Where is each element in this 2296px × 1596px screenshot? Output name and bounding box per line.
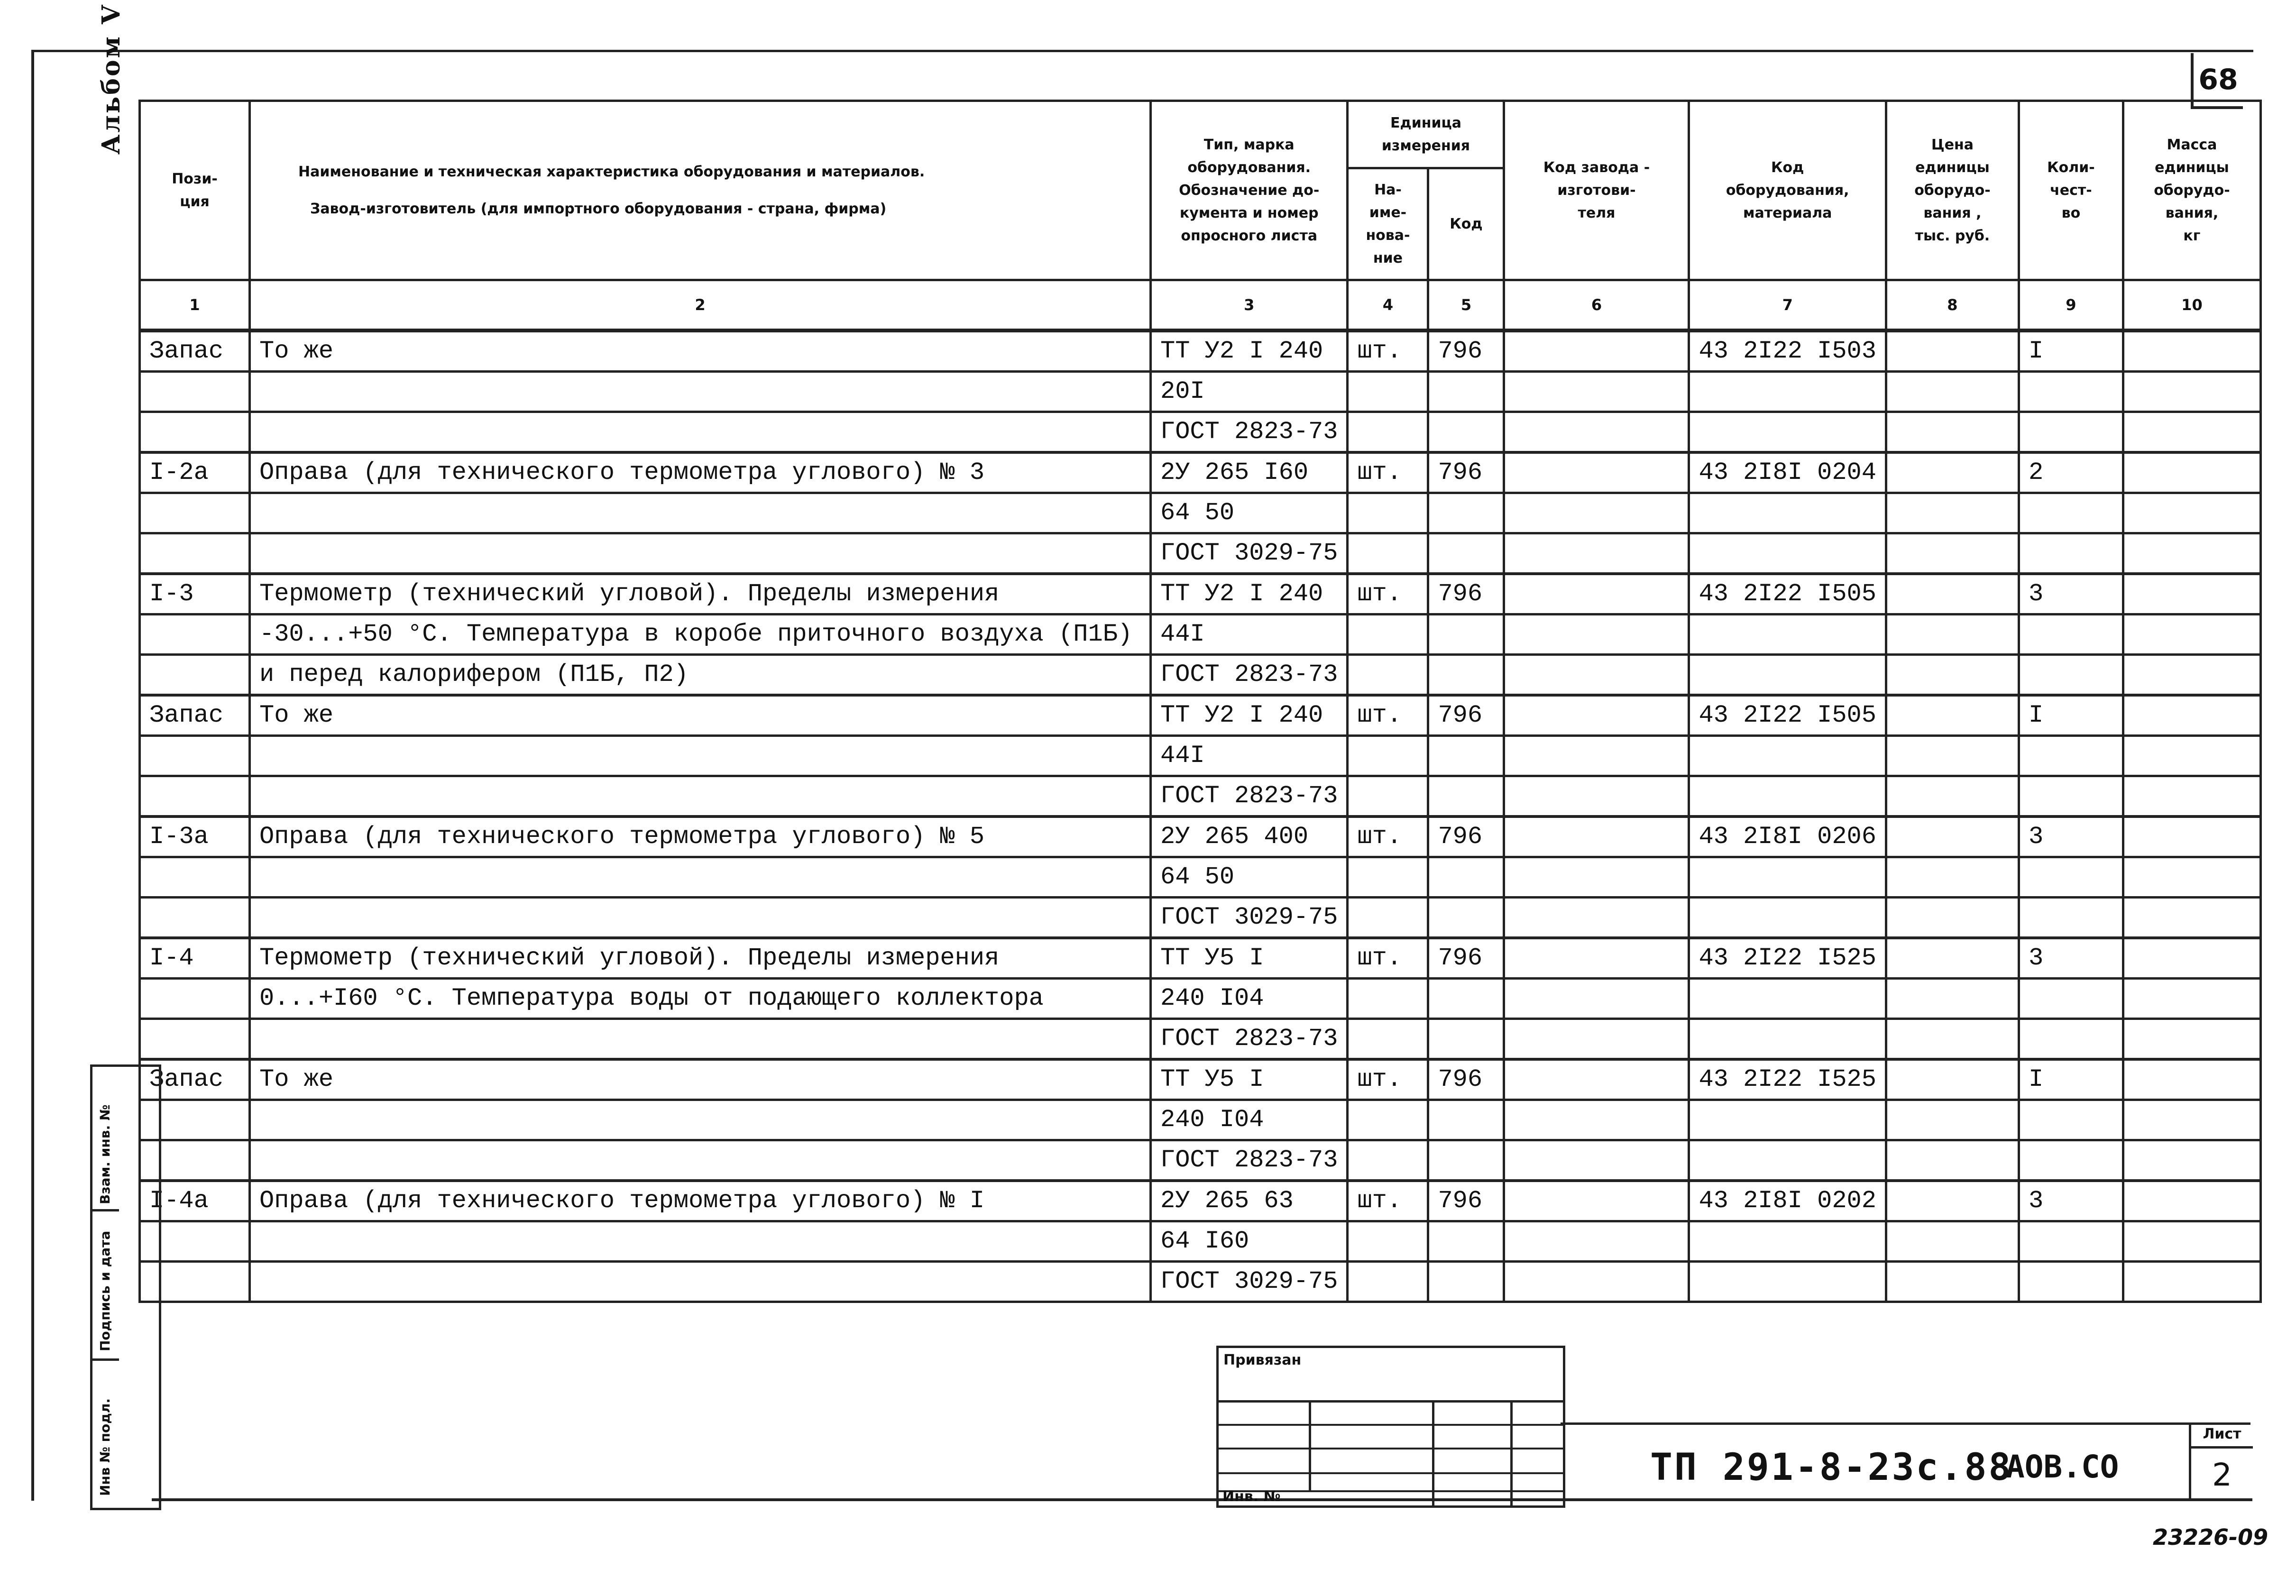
table-row: [140, 615, 2261, 655]
cell-type: ГОСТ 2823-73: [1151, 776, 1348, 817]
cell-factory: [1504, 695, 1689, 736]
sheet-number: 2: [2212, 1457, 2232, 1493]
cell-price: [1886, 330, 2019, 372]
cell-material: 43 2I8I 0206: [1689, 816, 1886, 857]
cell-type: 20I: [1151, 372, 1348, 412]
cell-mass: [2123, 979, 2260, 1019]
header-price: Цена единицы оборудо- вания , тыс. руб.: [1886, 101, 2019, 280]
cell-mass: [2123, 330, 2260, 372]
cell-type: 2У 265 63: [1151, 1181, 1348, 1221]
binding-strip: [90, 1064, 161, 1510]
cell-unit: [1348, 776, 1428, 817]
cell-desc: -30...+50 °С. Температура в коробе приточного воздуха (П1Б): [250, 615, 1151, 655]
cell-qty: [2019, 412, 2123, 453]
cell-mass: [2123, 655, 2260, 696]
cell-unit: шт.: [1348, 574, 1428, 615]
cell-pos: [140, 736, 250, 776]
cell-factory: [1504, 615, 1689, 655]
cell-unit: [1348, 412, 1428, 453]
table-row: [140, 1059, 2261, 1100]
table-row: [140, 695, 2261, 736]
cell-mass: [2123, 615, 2260, 655]
cell-qty: I: [2019, 330, 2123, 372]
cell-unit: [1348, 898, 1428, 938]
cell-mass: [2123, 857, 2260, 898]
table-row: [140, 1100, 2261, 1140]
cell-qty: [2019, 979, 2123, 1019]
cell-pos: [140, 615, 250, 655]
cell-price: [1886, 1140, 2019, 1181]
cell-mass: [2123, 452, 2260, 493]
table-row: [140, 1019, 2261, 1060]
sheet-label: Лист: [2191, 1422, 2253, 1449]
cell-desc: [250, 412, 1151, 453]
cell-code: 796: [1428, 574, 1504, 615]
table-row: [140, 372, 2261, 412]
header-name: Наименование и техническая характеристика оборудования и материалов. Завод-изготовитель (для импортного оборудования - страна, фирма): [250, 101, 1151, 280]
cell-qty: [2019, 1140, 2123, 1181]
cell-type: 240 I04: [1151, 1100, 1348, 1140]
cell-pos: Запас: [140, 330, 250, 372]
cell-price: [1886, 857, 2019, 898]
table-row: [140, 330, 2261, 372]
cell-desc: [250, 493, 1151, 533]
cell-unit: шт.: [1348, 330, 1428, 372]
cell-type: ТТ У2 I 240: [1151, 574, 1348, 615]
cell-price: [1886, 655, 2019, 696]
column-number-row: 1 2 3 4 5 6 7 8 9 10: [140, 280, 2261, 331]
cell-pos: [140, 857, 250, 898]
cell-factory: [1504, 1019, 1689, 1060]
table-row: [140, 938, 2261, 979]
table-row: [140, 1181, 2261, 1221]
cell-unit: [1348, 1140, 1428, 1181]
cell-unit: шт.: [1348, 1181, 1428, 1221]
cell-mass: [2123, 533, 2260, 574]
cell-pos: [140, 1019, 250, 1060]
cell-factory: [1504, 938, 1689, 979]
strip-signature-date: Подпись и дата: [97, 1230, 113, 1351]
cell-material: [1689, 776, 1886, 817]
cell-price: [1886, 776, 2019, 817]
cell-desc: Оправа (для технического термометра углового) № 3: [250, 452, 1151, 493]
cell-mass: [2123, 412, 2260, 453]
cell-qty: [2019, 1262, 2123, 1302]
cell-code: [1428, 655, 1504, 696]
cell-qty: [2019, 372, 2123, 412]
cell-code: 796: [1428, 695, 1504, 736]
cell-code: [1428, 1262, 1504, 1302]
cell-mass: [2123, 1100, 2260, 1140]
table-row: [140, 533, 2261, 574]
cell-type: 44I: [1151, 736, 1348, 776]
cell-mass: [2123, 695, 2260, 736]
cell-desc: [250, 1262, 1151, 1302]
cell-material: [1689, 1221, 1886, 1262]
cell-code: [1428, 1221, 1504, 1262]
cell-material: [1689, 493, 1886, 533]
cell-material: [1689, 1019, 1886, 1060]
cell-mass: [2123, 1181, 2260, 1221]
cell-pos: I-4а: [140, 1181, 250, 1221]
cell-price: [1886, 1019, 2019, 1060]
table-row: [140, 493, 2261, 533]
cell-mass: [2123, 898, 2260, 938]
cell-desc: [250, 1100, 1151, 1140]
cell-unit: шт.: [1348, 695, 1428, 736]
cell-qty: [2019, 533, 2123, 574]
cell-qty: [2019, 736, 2123, 776]
cell-code: 796: [1428, 1181, 1504, 1221]
binding-stamp: [1216, 1346, 1565, 1508]
cell-material: 43 2I8I 0204: [1689, 452, 1886, 493]
cell-material: [1689, 898, 1886, 938]
document-code: ТП 291-8-23с.88: [1650, 1446, 2013, 1489]
cell-factory: [1504, 574, 1689, 615]
document-mark: АОВ.СО: [2006, 1449, 2119, 1485]
cell-price: [1886, 938, 2019, 979]
cell-factory: [1504, 533, 1689, 574]
cell-material: [1689, 979, 1886, 1019]
cell-desc: Термометр (технический угловой). Пределы измерения: [250, 574, 1151, 615]
cell-desc: [250, 776, 1151, 817]
header-mass: Масса единицы оборудо- вания, кг: [2123, 101, 2260, 280]
cell-qty: [2019, 655, 2123, 696]
cell-type: ТТ У5 I: [1151, 938, 1348, 979]
cell-mass: [2123, 574, 2260, 615]
header-quantity: Коли- чест- во: [2019, 101, 2123, 280]
cell-unit: [1348, 736, 1428, 776]
cell-price: [1886, 816, 2019, 857]
cell-code: [1428, 493, 1504, 533]
cell-material: [1689, 372, 1886, 412]
table-row: [140, 412, 2261, 453]
table-row: [140, 816, 2261, 857]
cell-unit: [1348, 857, 1428, 898]
cell-material: 43 2I22 I525: [1689, 938, 1886, 979]
table-row: [140, 574, 2261, 615]
cell-type: ГОСТ 3029-75: [1151, 898, 1348, 938]
cell-desc: [250, 857, 1151, 898]
cell-mass: [2123, 1019, 2260, 1060]
cell-unit: [1348, 1221, 1428, 1262]
cell-material: [1689, 857, 1886, 898]
cell-material: [1689, 615, 1886, 655]
cell-pos: I-3а: [140, 816, 250, 857]
cell-pos: Запас: [140, 1059, 250, 1100]
cell-code: [1428, 1100, 1504, 1140]
cell-code: 796: [1428, 452, 1504, 493]
cell-price: [1886, 452, 2019, 493]
cell-desc: 0...+I60 °С. Температура воды от подающего коллектора: [250, 979, 1151, 1019]
page-number: 68: [2191, 53, 2243, 109]
header-position: Пози- ция: [140, 101, 250, 280]
cell-factory: [1504, 736, 1689, 776]
cell-type: ГОСТ 2823-73: [1151, 655, 1348, 696]
cell-price: [1886, 1221, 2019, 1262]
header-type: Тип, марка оборудования. Обозначение до- кумента и номер опросного листа: [1151, 101, 1348, 280]
cell-material: [1689, 736, 1886, 776]
cell-qty: 3: [2019, 574, 2123, 615]
cell-factory: [1504, 372, 1689, 412]
cell-material: [1689, 533, 1886, 574]
header-unit-name: На- име- нова- ние: [1348, 168, 1428, 280]
cell-material: [1689, 412, 1886, 453]
cell-desc: [250, 372, 1151, 412]
cell-price: [1886, 372, 2019, 412]
cell-price: [1886, 1059, 2019, 1100]
cell-type: ГОСТ 2823-73: [1151, 1019, 1348, 1060]
sheet-box: [2189, 1422, 2253, 1501]
cell-material: [1689, 655, 1886, 696]
cell-qty: [2019, 1019, 2123, 1060]
cell-desc: То же: [250, 695, 1151, 736]
cell-pos: [140, 776, 250, 817]
cell-desc: Оправа (для технического термометра углового) № 5: [250, 816, 1151, 857]
cell-unit: шт.: [1348, 938, 1428, 979]
cell-type: ТТ У2 I 240: [1151, 330, 1348, 372]
cell-mass: [2123, 493, 2260, 533]
specification-table: [138, 100, 2262, 1303]
cell-desc: Оправа (для технического термометра углового) № I: [250, 1181, 1151, 1221]
cell-price: [1886, 695, 2019, 736]
cell-desc: [250, 736, 1151, 776]
cell-factory: [1504, 816, 1689, 857]
cell-type: ТТ У5 I: [1151, 1059, 1348, 1100]
cell-type: 44I: [1151, 615, 1348, 655]
table-row: [140, 1221, 2261, 1262]
cell-desc: То же: [250, 330, 1151, 372]
cell-pos: [140, 493, 250, 533]
cell-type: ГОСТ 2823-73: [1151, 1140, 1348, 1181]
cell-factory: [1504, 452, 1689, 493]
cell-desc: [250, 1140, 1151, 1181]
cell-factory: [1504, 1059, 1689, 1100]
cell-desc: [250, 1019, 1151, 1060]
cell-type: 2У 265 I60: [1151, 452, 1348, 493]
cell-desc: [250, 533, 1151, 574]
cell-price: [1886, 412, 2019, 453]
cell-unit: [1348, 533, 1428, 574]
corner-number: 23226-09: [2153, 1524, 2268, 1550]
cell-factory: [1504, 330, 1689, 372]
cell-code: [1428, 372, 1504, 412]
cell-type: ГОСТ 3029-75: [1151, 1262, 1348, 1302]
table-row: [140, 452, 2261, 493]
cell-desc: [250, 1221, 1151, 1262]
cell-material: [1689, 1262, 1886, 1302]
album-label: Альбом V: [97, 3, 126, 155]
table-row: [140, 1140, 2261, 1181]
cell-code: [1428, 1140, 1504, 1181]
cell-unit: [1348, 1100, 1428, 1140]
cell-pos: [140, 979, 250, 1019]
cell-qty: [2019, 898, 2123, 938]
cell-desc: и перед калорифером (П1Б, П2): [250, 655, 1151, 696]
cell-unit: [1348, 493, 1428, 533]
table-row: [140, 979, 2261, 1019]
cell-type: 64 I60: [1151, 1221, 1348, 1262]
cell-type: ГОСТ 3029-75: [1151, 533, 1348, 574]
cell-price: [1886, 493, 2019, 533]
cell-qty: I: [2019, 1059, 2123, 1100]
cell-factory: [1504, 776, 1689, 817]
cell-factory: [1504, 493, 1689, 533]
cell-qty: 3: [2019, 1181, 2123, 1221]
cell-mass: [2123, 736, 2260, 776]
cell-unit: шт.: [1348, 452, 1428, 493]
cell-code: [1428, 615, 1504, 655]
cell-code: [1428, 776, 1504, 817]
stamp-inv-no: Инв. №: [1222, 1488, 1281, 1505]
table-row: [140, 776, 2261, 817]
cell-factory: [1504, 412, 1689, 453]
cell-mass: [2123, 938, 2260, 979]
cell-type: 2У 265 400: [1151, 816, 1348, 857]
cell-desc: [250, 898, 1151, 938]
cell-price: [1886, 736, 2019, 776]
cell-type: 64 50: [1151, 493, 1348, 533]
cell-pos: I-4: [140, 938, 250, 979]
cell-price: [1886, 574, 2019, 615]
cell-unit: [1348, 1019, 1428, 1060]
stamp-privyazan: Привязан: [1223, 1352, 1302, 1368]
cell-factory: [1504, 1181, 1689, 1221]
cell-material: 43 2I22 I505: [1689, 574, 1886, 615]
cell-unit: [1348, 372, 1428, 412]
cell-unit: [1348, 979, 1428, 1019]
cell-price: [1886, 533, 2019, 574]
cell-code: [1428, 533, 1504, 574]
cell-factory: [1504, 857, 1689, 898]
cell-factory: [1504, 1262, 1689, 1302]
cell-code: [1428, 412, 1504, 453]
cell-mass: [2123, 372, 2260, 412]
cell-qty: [2019, 615, 2123, 655]
cell-pos: [140, 533, 250, 574]
cell-price: [1886, 979, 2019, 1019]
cell-pos: [140, 898, 250, 938]
cell-price: [1886, 1262, 2019, 1302]
cell-qty: 2: [2019, 452, 2123, 493]
header-unit: Единица измерения: [1348, 101, 1504, 168]
cell-factory: [1504, 1140, 1689, 1181]
cell-desc: Термометр (технический угловой). Пределы измерения: [250, 938, 1151, 979]
cell-mass: [2123, 816, 2260, 857]
cell-price: [1886, 615, 2019, 655]
header-factory-code: Код завода - изготови- теля: [1504, 101, 1689, 280]
cell-code: [1428, 857, 1504, 898]
cell-unit: [1348, 1262, 1428, 1302]
cell-type: ТТ У2 I 240: [1151, 695, 1348, 736]
table-row: [140, 655, 2261, 696]
cell-mass: [2123, 1262, 2260, 1302]
cell-factory: [1504, 898, 1689, 938]
cell-factory: [1504, 1221, 1689, 1262]
cell-price: [1886, 898, 2019, 938]
table-row: [140, 898, 2261, 938]
strip-replace-inv: Взам. инв. №: [97, 1104, 113, 1204]
cell-mass: [2123, 1059, 2260, 1100]
cell-material: 43 2I22 I503: [1689, 330, 1886, 372]
cell-code: 796: [1428, 816, 1504, 857]
cell-pos: [140, 412, 250, 453]
cell-pos: I-2а: [140, 452, 250, 493]
cell-pos: [140, 655, 250, 696]
cell-type: 64 50: [1151, 857, 1348, 898]
cell-type: ГОСТ 2823-73: [1151, 412, 1348, 453]
cell-qty: I: [2019, 695, 2123, 736]
cell-mass: [2123, 776, 2260, 817]
cell-pos: I-3: [140, 574, 250, 615]
cell-price: [1886, 1181, 2019, 1221]
cell-type: 240 I04: [1151, 979, 1348, 1019]
cell-material: [1689, 1100, 1886, 1140]
cell-code: 796: [1428, 330, 1504, 372]
cell-material: 43 2I8I 0202: [1689, 1181, 1886, 1221]
header-material-code: Код оборудования, материала: [1689, 101, 1886, 280]
cell-code: 796: [1428, 938, 1504, 979]
strip-original-inv: Инв № подл.: [97, 1398, 113, 1496]
cell-material: [1689, 1140, 1886, 1181]
cell-unit: шт.: [1348, 1059, 1428, 1100]
table-row: [140, 857, 2261, 898]
table-row: [140, 736, 2261, 776]
cell-qty: 3: [2019, 938, 2123, 979]
cell-pos: Запас: [140, 695, 250, 736]
cell-factory: [1504, 1100, 1689, 1140]
cell-qty: [2019, 493, 2123, 533]
cell-qty: 3: [2019, 816, 2123, 857]
cell-material: 43 2I22 I525: [1689, 1059, 1886, 1100]
cell-unit: шт.: [1348, 816, 1428, 857]
cell-price: [1886, 1100, 2019, 1140]
cell-mass: [2123, 1140, 2260, 1181]
cell-qty: [2019, 776, 2123, 817]
cell-qty: [2019, 1221, 2123, 1262]
cell-material: 43 2I22 I505: [1689, 695, 1886, 736]
cell-code: 796: [1428, 1059, 1504, 1100]
header-unit-code: Код: [1428, 168, 1504, 280]
cell-code: [1428, 979, 1504, 1019]
cell-code: [1428, 898, 1504, 938]
cell-qty: [2019, 857, 2123, 898]
cell-unit: [1348, 615, 1428, 655]
cell-factory: [1504, 655, 1689, 696]
cell-mass: [2123, 1221, 2260, 1262]
cell-code: [1428, 1019, 1504, 1060]
table-row: [140, 1262, 2261, 1302]
cell-unit: [1348, 655, 1428, 696]
cell-factory: [1504, 979, 1689, 1019]
cell-pos: [140, 372, 250, 412]
cell-desc: То же: [250, 1059, 1151, 1100]
cell-qty: [2019, 1100, 2123, 1140]
cell-code: [1428, 736, 1504, 776]
